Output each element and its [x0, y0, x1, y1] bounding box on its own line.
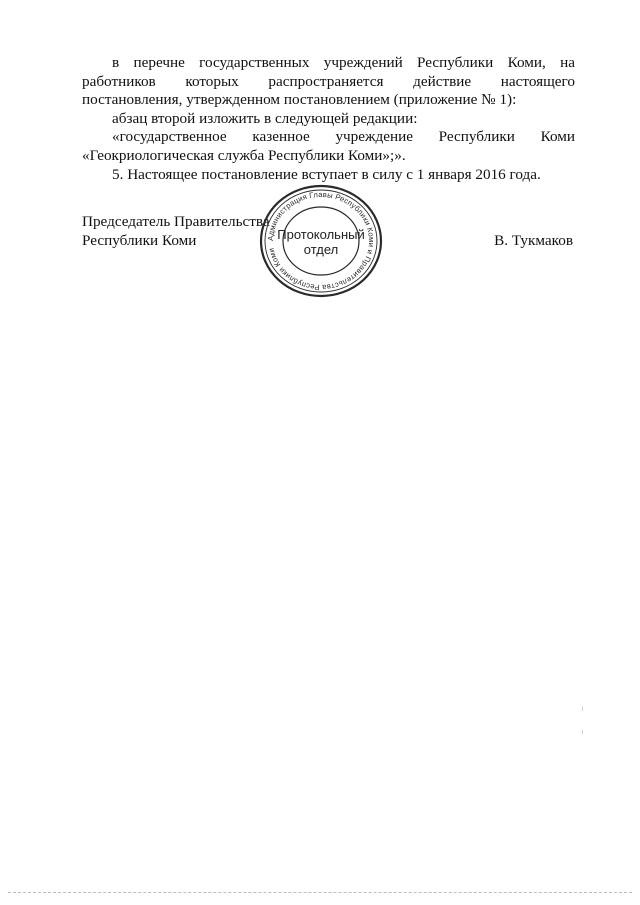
seal-center-line1: Протокольный: [277, 227, 365, 242]
page-bottom-edge: [8, 892, 632, 893]
scan-margin-mark: [582, 707, 583, 711]
document-body: [82, 54, 575, 184]
paragraph-second-indent: абзац второй изложить в следующей редакции:: [112, 109, 418, 127]
signatory-position-line1: Председатель Правительства: [82, 213, 270, 230]
paragraph-list-reference: в перечне государственных учреждений Республики Коми, на работников которых распространяется действие настоящего постановления, утвержденном постановлением (приложение № 1):: [82, 54, 575, 109]
signatory-name: В. Тукмаков: [494, 232, 573, 249]
official-seal-stamp: [256, 182, 386, 300]
seal-ring-text: Администрация Главы Республики Коми и Правительства Республики Коми: [265, 189, 377, 293]
scan-margin-mark: [582, 730, 583, 734]
seal-center-text: [256, 182, 386, 300]
paragraph-new-wording: «государственное казенное учреждение Республики Коми «Геокриологическая служба Республики Коми»;».: [82, 128, 575, 164]
signatory-position-line2: Республики Коми: [82, 232, 197, 249]
seal-center-line2: отдел: [303, 242, 339, 257]
paragraph-effective-date: 5. Настоящее постановление вступает в силу с 1 января 2016 года.: [112, 165, 541, 183]
signatory-position: [82, 212, 270, 250]
